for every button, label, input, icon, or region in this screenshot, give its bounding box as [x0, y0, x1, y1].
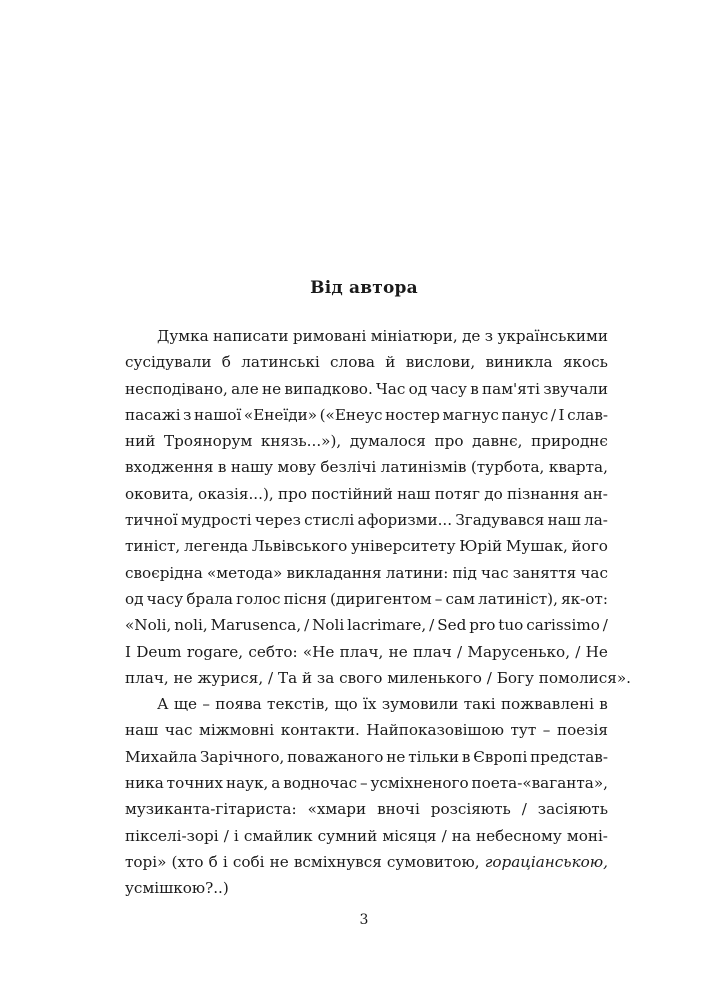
paragraph-2	[125, 691, 608, 901]
word: потяг	[434, 484, 480, 503]
word: римовані	[292, 327, 367, 345]
word: в	[217, 458, 227, 477]
word: написати	[213, 327, 289, 345]
word: контакти.	[280, 721, 360, 740]
word: /	[457, 642, 463, 661]
word: з	[183, 405, 192, 424]
word: до	[484, 484, 503, 503]
word: міжмовні	[199, 721, 275, 740]
text-line	[125, 612, 608, 638]
word: наш	[547, 511, 581, 530]
paragraph-1	[125, 323, 631, 691]
word: Троянорум	[163, 432, 253, 451]
word: –	[542, 721, 551, 740]
word: латинські	[241, 353, 320, 372]
word: Зарічного,	[199, 747, 285, 766]
word: якось	[562, 353, 608, 372]
word: пам'яті	[482, 379, 541, 398]
word: /	[575, 642, 581, 661]
word: журися,	[197, 668, 264, 687]
text-line	[125, 770, 608, 796]
word: сам	[445, 589, 475, 608]
word: Deum	[136, 642, 182, 661]
word: вислови,	[405, 353, 476, 372]
word: І	[558, 405, 565, 424]
word: не	[173, 668, 193, 687]
word: латини:	[385, 563, 449, 582]
word: такі	[463, 695, 496, 714]
word: свого	[339, 668, 383, 687]
word: брала	[186, 589, 233, 608]
word: українськими	[497, 327, 608, 345]
word: Марусенько,	[467, 642, 571, 661]
word: легенда	[183, 537, 249, 556]
word: ника	[125, 774, 164, 793]
word: Marusenca,	[210, 616, 302, 635]
word: плач	[412, 642, 452, 661]
word: (хто	[171, 852, 204, 871]
word: Юрій	[459, 537, 503, 556]
text-line	[125, 639, 608, 665]
word: всміхнувся	[293, 852, 382, 871]
word: noli,	[174, 616, 208, 635]
text-line	[125, 349, 608, 375]
word: Львівського	[251, 537, 348, 556]
text-line	[125, 376, 608, 402]
word: час	[481, 563, 509, 582]
word: наш	[397, 484, 431, 503]
word: тут	[510, 721, 537, 740]
word: /	[521, 800, 527, 819]
word: зумовили	[381, 695, 459, 714]
word: як-от:	[561, 589, 608, 608]
word: миленького	[387, 668, 482, 687]
word: але	[231, 379, 259, 398]
word: магнус	[442, 405, 499, 424]
word: про	[434, 432, 464, 451]
word: /	[486, 668, 492, 687]
word: Не	[585, 642, 608, 661]
word: стислі	[304, 511, 355, 530]
word: –	[360, 774, 368, 793]
word: водночас	[283, 774, 358, 793]
word: Богу	[496, 668, 534, 687]
word: /	[550, 405, 556, 424]
word: не	[269, 852, 289, 871]
word: ан-	[583, 484, 608, 503]
word: горацiанською,	[484, 852, 608, 871]
word: од	[408, 379, 428, 398]
word: Sed	[437, 616, 467, 635]
word: /	[223, 826, 229, 845]
word: поява	[215, 695, 262, 714]
word: й	[385, 353, 396, 372]
word: смайлик	[243, 826, 313, 845]
word: через	[254, 511, 301, 530]
word: князь...»),	[260, 432, 342, 451]
word: де	[462, 327, 481, 345]
word: за	[316, 668, 335, 687]
text-line	[125, 560, 608, 586]
word: собі	[232, 852, 265, 871]
word: торі»	[125, 852, 167, 871]
word: tuo	[498, 616, 524, 635]
word: їх	[363, 695, 377, 714]
word: «Noli,	[125, 616, 172, 635]
word: точних	[166, 774, 224, 793]
word: безлічі	[320, 458, 377, 477]
word: в	[470, 379, 479, 398]
word: /	[267, 668, 274, 687]
text-line	[125, 691, 608, 717]
body-text	[125, 323, 631, 902]
word: б	[221, 353, 231, 372]
text-line	[125, 428, 608, 454]
word: звучали	[543, 379, 608, 398]
word: «Енеїди»	[243, 405, 318, 424]
word: тиніст,	[125, 537, 181, 556]
word: наш	[125, 721, 159, 740]
word: pro	[469, 616, 496, 635]
word: розсіяють	[430, 800, 511, 819]
word: /	[429, 616, 435, 635]
word: тільки	[408, 747, 460, 766]
word: несподівано,	[125, 379, 228, 398]
word: текстів,	[267, 695, 330, 714]
word: од	[125, 589, 144, 608]
text-line	[125, 717, 608, 743]
word: поета-«ваганта»,	[471, 774, 608, 793]
word: (турбота,	[470, 458, 545, 477]
text-line	[125, 454, 608, 480]
word: помолися».	[538, 668, 631, 687]
word: університету	[350, 537, 456, 556]
word: латинізмів	[380, 458, 467, 477]
word: Noli	[312, 616, 345, 635]
word: I	[125, 642, 131, 661]
word: випадково.	[284, 379, 373, 398]
word: lacrimare,	[347, 616, 427, 635]
text-line	[125, 665, 631, 691]
word: rogare,	[186, 642, 244, 661]
text-line	[125, 796, 608, 822]
word: часу	[146, 589, 184, 608]
text-line	[125, 586, 608, 612]
word: моні-	[566, 826, 608, 845]
text-line	[125, 875, 608, 901]
word: мудрості	[180, 511, 252, 530]
word: не	[262, 379, 282, 398]
word: –	[202, 695, 210, 714]
word: давнє,	[472, 432, 523, 451]
word: оказія...),	[198, 484, 274, 503]
word: Найпоказовішою	[366, 721, 504, 740]
word: думалося	[349, 432, 426, 451]
word: Європі	[473, 747, 528, 766]
word: в	[599, 695, 608, 714]
word: і	[222, 852, 228, 871]
text-line	[125, 744, 608, 770]
text-line	[125, 533, 608, 559]
word: музиканта-гітариста:	[125, 800, 297, 819]
word: в	[461, 747, 471, 766]
word: місяця	[382, 826, 437, 845]
word: що	[334, 695, 358, 714]
word: Мушак,	[505, 537, 568, 556]
word: входження	[125, 458, 214, 477]
word: ла-	[584, 511, 608, 530]
text-line	[125, 402, 608, 428]
word: небесному	[476, 826, 562, 845]
word: ще	[173, 695, 197, 714]
text-line	[125, 323, 608, 349]
word: слав-	[567, 405, 608, 424]
word: себто:	[248, 642, 298, 661]
word: –	[434, 589, 443, 608]
word: б	[208, 852, 218, 871]
word: /	[441, 826, 447, 845]
word: виникла	[485, 353, 553, 372]
text-line	[125, 481, 608, 507]
word: сусідували	[125, 353, 212, 372]
word: а	[271, 774, 281, 793]
word: під	[452, 563, 477, 582]
word: мову	[277, 458, 316, 477]
word: Михайла	[125, 747, 198, 766]
word: Час	[376, 379, 406, 398]
word: про	[278, 484, 307, 503]
word: на	[451, 826, 471, 845]
word: А	[157, 695, 169, 714]
word: латиніст),	[478, 589, 558, 608]
word: усмішкою?..)	[125, 879, 229, 898]
word: й	[301, 668, 313, 687]
word: кварта,	[548, 458, 608, 477]
word: постійний	[311, 484, 393, 503]
word: ностер	[385, 405, 440, 424]
word: («Енеус	[319, 405, 383, 424]
word: (диригентом	[329, 589, 432, 608]
word: представ-	[530, 747, 608, 766]
word: вночі	[377, 800, 420, 819]
word: плач,	[125, 668, 169, 687]
word: поезія	[556, 721, 608, 740]
word: /	[304, 616, 310, 635]
word: пізнання	[507, 484, 580, 503]
word: час	[580, 563, 608, 582]
word: мініатюри,	[370, 327, 458, 345]
word: carissimo	[526, 616, 600, 635]
word: плач,	[339, 642, 384, 661]
word: «Не	[302, 642, 335, 661]
word: Та	[277, 668, 298, 687]
word: поважаного	[287, 747, 384, 766]
word: «хмари	[307, 800, 367, 819]
word: з	[484, 327, 494, 345]
word: сумовитою,	[386, 852, 480, 871]
word: час	[164, 721, 193, 740]
word: Згадувався	[455, 511, 545, 530]
word: панус	[501, 405, 549, 424]
word: слова	[330, 353, 375, 372]
word: і	[233, 826, 239, 845]
word: Думка	[157, 327, 209, 345]
word: наук,	[225, 774, 269, 793]
word: засіяють	[537, 800, 608, 819]
word: ний	[125, 432, 156, 451]
word: нашу	[230, 458, 274, 477]
word: афоризми...	[357, 511, 453, 530]
word: сумний	[317, 826, 378, 845]
word: заняття	[512, 563, 577, 582]
text-line	[125, 507, 608, 533]
word: голос	[236, 589, 281, 608]
text-line	[125, 823, 608, 849]
word: викладання	[286, 563, 382, 582]
word: пасажі	[125, 405, 181, 424]
text-line	[125, 849, 608, 875]
page-number: 3	[359, 912, 369, 928]
word: «метода»	[206, 563, 283, 582]
word: своєрідна	[125, 563, 203, 582]
word: оковита,	[125, 484, 194, 503]
page-title: Від автора	[310, 278, 418, 298]
word: тичної	[125, 511, 178, 530]
word: усміхненого	[370, 774, 469, 793]
word: його	[571, 537, 608, 556]
word: пікселі-зорі	[125, 826, 219, 845]
word: пожвавлені	[500, 695, 594, 714]
word: природнє	[531, 432, 608, 451]
word: /	[602, 616, 608, 635]
word: не	[388, 642, 408, 661]
word: пісня	[283, 589, 327, 608]
word: нашої	[194, 405, 242, 424]
word: часу	[430, 379, 467, 398]
word: не	[386, 747, 406, 766]
